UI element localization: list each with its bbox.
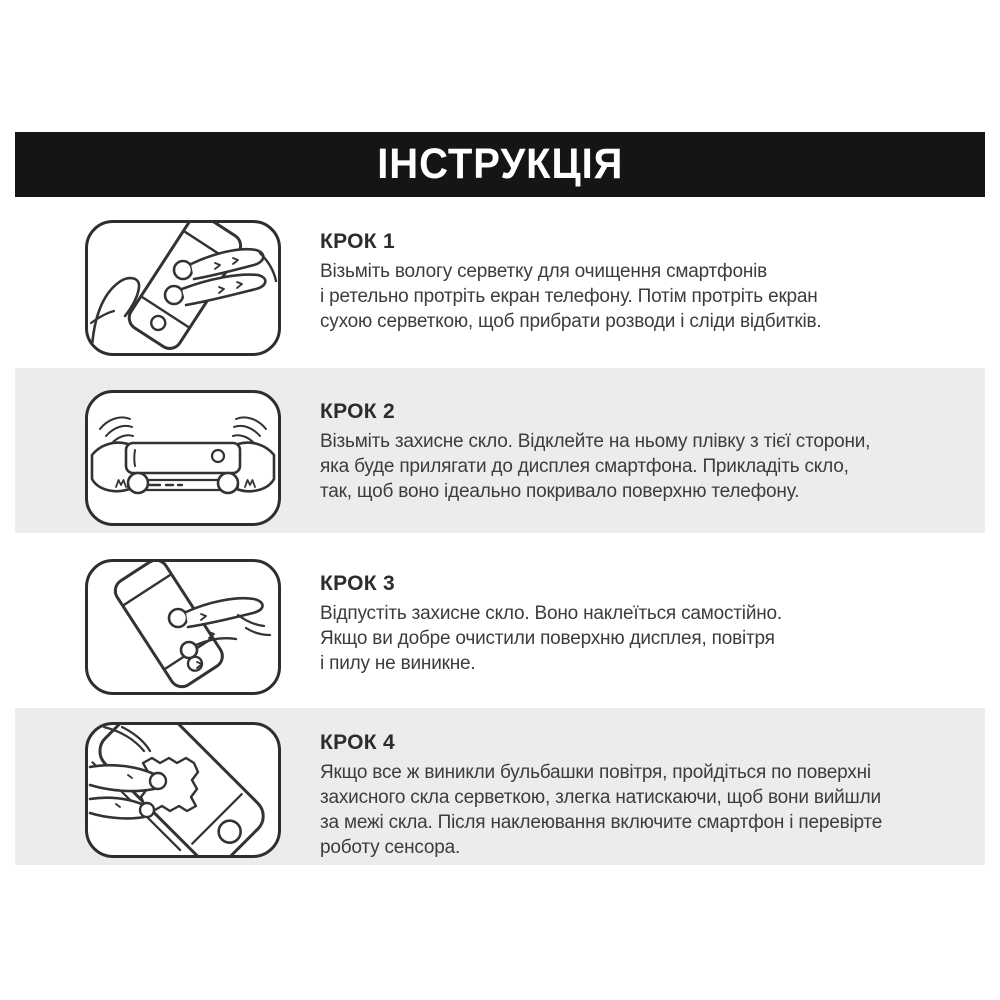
- step-1-title: КРОК 1: [320, 230, 396, 253]
- step-2-line: Візьміть захисне скло. Відклейте на ньому плівку з тієї сторони,: [320, 431, 871, 452]
- step-1-line: сухою серветкою, щоб прибрати розводи і сліди відбитків.: [320, 311, 822, 332]
- step-3-line: і пилу не виникне.: [320, 653, 476, 674]
- step-1-text: [320, 230, 967, 334]
- header-bar: [15, 132, 985, 197]
- step-3-line: Якщо ви добре очистили поверхню дисплея, повітря: [320, 628, 775, 649]
- step-3-line: Відпустіть захисне скло. Воно наклеїться самостійно.: [320, 603, 782, 624]
- step-1-line: Візьміть вологу серветку для очищення смартфонів: [320, 261, 768, 282]
- step-1-illustration: [85, 220, 281, 356]
- smooth-bubbles-icon: [88, 725, 278, 855]
- step-2-line: яка буде прилягати до дисплея смартфона. Прикладіть скло,: [320, 456, 849, 477]
- step-4-line: роботу сенсора.: [320, 837, 461, 858]
- step-4-text: [320, 731, 967, 860]
- step-4-section: [15, 708, 985, 865]
- step-4-title: КРОК 4: [320, 731, 396, 754]
- step-3-title: КРОК 3: [320, 572, 396, 595]
- place-glass-icon: [88, 393, 278, 523]
- step-2-line: так, щоб воно ідеально покривало поверхню телефону.: [320, 481, 800, 502]
- page-title: ІНСТРУКЦІЯ: [376, 140, 624, 188]
- step-2-illustration: [85, 390, 281, 526]
- step-3-section: [15, 533, 985, 708]
- step-3-illustration: [85, 559, 281, 695]
- step-4-illustration: [85, 722, 281, 858]
- step-2-section: [15, 368, 985, 533]
- step-1-section: [15, 197, 985, 368]
- step-2-title: КРОК 2: [320, 400, 396, 423]
- step-3-text: [320, 572, 967, 676]
- step-1-line: і ретельно протріть екран телефону. Потім протріть екран: [320, 286, 818, 307]
- wipe-phone-icon: [88, 223, 278, 353]
- release-glass-icon: [88, 562, 278, 692]
- step-4-line: за межі скла. Після наклеювання включите смартфон і перевірте: [320, 812, 883, 833]
- step-4-line: захисного скла серветкою, злегка натискаючи, щоб вони вийшли: [320, 787, 881, 808]
- step-2-text: [320, 400, 967, 504]
- step-4-line: Якщо все ж виникли бульбашки повітря, пройдіться по поверхні: [320, 762, 871, 783]
